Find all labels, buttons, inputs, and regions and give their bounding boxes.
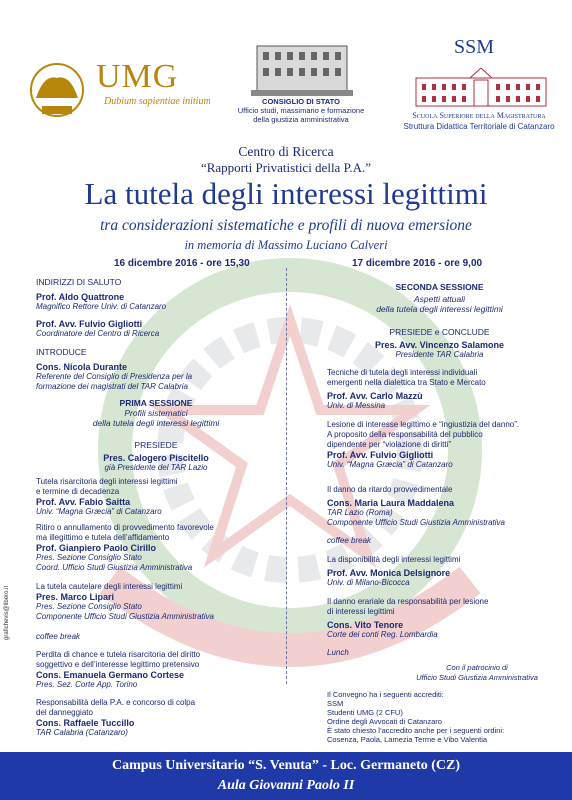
break-label: Lunch <box>327 648 349 657</box>
speaker-role: Coord. Ufficio Studi Giustizia Amministrativa <box>36 563 193 572</box>
session-1-header <box>36 398 276 428</box>
talk-topic: del danneggiato <box>36 708 93 717</box>
speaker-role: TAR Lazio (Roma) <box>327 508 393 517</box>
centro-di-ricerca: Centro di Ricerca <box>238 144 334 159</box>
consiglio-stato-line: Ufficio studi, massimario e formazione <box>237 106 365 115</box>
speaker-role: TAR Calabria (Catanzaro) <box>36 728 128 737</box>
session-2-chair <box>327 327 552 360</box>
speaker-name: Pres. Calogero Piscitello <box>103 453 209 463</box>
speaker-name: Pres. Marco Lipari <box>36 592 115 602</box>
accrediti-line: È stato chiesto l’accredito anche per i seguenti ordini: <box>327 726 505 735</box>
speaker-role: Referente del Consiglio di Presidenza per la <box>36 372 193 381</box>
talk-tenore <box>327 597 552 640</box>
break-label: coffee break <box>327 536 372 545</box>
speaker-role: Componente Ufficio Studi Giustizia Amministrativa <box>327 518 505 527</box>
talk-saitta <box>36 477 276 517</box>
session-2-header <box>327 282 552 314</box>
speaker-name: Prof. Avv. Carlo Mazzù <box>327 391 423 401</box>
talk-topic: Il danno erariale da responsabilità per lesione <box>327 597 489 606</box>
section-heading: INDIRIZZI DI SALUTO <box>36 277 122 287</box>
speaker-quattrone <box>36 292 276 312</box>
session-topic: Profili sistematici <box>124 408 188 418</box>
talk-lipari <box>36 582 276 622</box>
speaker-name: Cons. Nicola Durante <box>36 362 128 372</box>
chair-heading: PRESIEDE <box>134 440 178 450</box>
speaker-role: Componente Ufficio Studi Giustizia Amministrativa <box>36 612 214 621</box>
talk-topic: emergenti nella dialettica tra Stato e Mercato <box>327 378 486 387</box>
section-introduce <box>36 347 276 357</box>
talk-topic: di interessi legittimi <box>327 607 395 616</box>
speaker-role: formazione dei magistrati del TAR Calabria <box>36 382 188 391</box>
talk-mazzu <box>327 368 552 411</box>
section-saluti <box>36 277 276 287</box>
coffee-break <box>36 632 276 642</box>
speaker-role: Pres. Sez. Corte App. Torino <box>36 680 138 689</box>
date-day-1: 16 dicembre 2016 - ore 15,30 <box>114 258 250 269</box>
main-title: La tutela degli interessi legittimi <box>84 176 488 211</box>
venue-line: Campus Universitario “S. Venuta” - Loc. Germaneto (CZ) <box>111 758 461 773</box>
accrediti-line: SSM <box>327 699 344 708</box>
talk-delsignore <box>327 555 552 588</box>
consiglio-stato-line: della giustizia amministrativa <box>253 115 349 124</box>
accrediti-line: Ordine degli Avvocati di Catanzaro <box>327 717 442 726</box>
session-1-chair <box>36 440 276 473</box>
session-title: SECONDA SESSIONE <box>395 282 484 292</box>
session-topic: Aspetti attuali <box>413 294 466 304</box>
speaker-name: Prof. Avv. Monica Delsignore <box>327 568 451 578</box>
talk-maddalena <box>327 485 552 528</box>
talk-topic: Tutela risarcitoria degli interessi legittimi <box>36 477 178 486</box>
talk-topic: Tecniche di tutela degli interessi individuali <box>327 368 478 377</box>
speaker-role: Pres. Sezione Consiglio Stato <box>36 602 142 611</box>
coffee-break <box>327 536 552 546</box>
speaker-name: Cons. Raffaele Tuccillo <box>36 718 135 728</box>
speaker-role: Coordinatore del Centro di Ricerca <box>36 329 160 338</box>
ssm-logo: SSM <box>454 36 495 58</box>
speaker-role: Magnifico Rettore Univ. di Catanzaro <box>36 302 167 311</box>
date-day-2: 17 dicembre 2016 - ore 9,00 <box>352 258 483 269</box>
patrocinio-label: Con il patrocinio di <box>446 663 508 672</box>
column-divider <box>286 268 287 684</box>
chair-heading: PRESIEDE e CONCLUDE <box>389 327 490 337</box>
speaker-name: Pres. Avv. Vincenzo Salamone <box>374 340 505 350</box>
talk-topic: ma illegittimo e tutela dell’affidamento <box>36 533 170 542</box>
talk-topic: Responsabilità della P.A. e concorso di colpa <box>36 698 196 707</box>
talk-topic: La tutela cautelare degli interessi legittimi <box>36 582 183 591</box>
talk-tuccillo <box>36 698 276 738</box>
speaker-name: Cons. Maria Laura Maddalena <box>327 498 455 508</box>
accrediti <box>327 690 552 744</box>
talk-cirillo <box>36 523 276 573</box>
talk-gigliotti <box>327 420 552 470</box>
umg-motto: Dubium sapientiae initium <box>104 96 211 107</box>
session-topic: della tutela degli interessi legittimi <box>376 304 503 314</box>
talk-topic: A proposito della responsabilità del pubblico <box>327 430 483 439</box>
speaker-name: Cons. Vito Tenore <box>327 620 404 630</box>
talk-topic: soggettivo e dell’interesse legittimo pretensivo <box>36 660 200 669</box>
speaker-role: Univ. di Messina <box>327 401 386 410</box>
umg-logo-icon <box>22 60 92 122</box>
umg-logo-text: UMG <box>96 58 179 95</box>
accrediti-line: Cosenza, Paola, Lamezia Terme e Vibo Valentia <box>327 735 488 744</box>
talk-topic: Ritiro o annullamento di provvedimento favorevole <box>36 523 214 532</box>
talk-topic: Lesione di interesse legittimo e “ingiustizia del danno”. <box>327 420 520 429</box>
speaker-role: Univ. “Magna Græcia” di Catanzaro <box>36 507 162 516</box>
consiglio-stato-title: CONSIGLIO DI STATO <box>262 97 340 106</box>
rapporti-subtitle: “Rapporti Privatistici della P.A.” <box>200 160 372 175</box>
speaker-name: Prof. Avv. Fabio Saitta <box>36 497 131 507</box>
accrediti-line: Il Convegno ha i seguenti accrediti: <box>327 690 444 699</box>
talk-cortese <box>36 650 276 690</box>
session-topic: della tutela degli interessi legittimi <box>92 418 220 428</box>
break-label: coffee break <box>36 632 81 641</box>
speaker-durante <box>36 362 276 392</box>
speaker-role: Corte dei conti Reg. Lombardia <box>327 630 438 639</box>
speaker-name: Prof. Aldo Quattrone <box>36 292 125 302</box>
speaker-gigliotti <box>36 319 276 339</box>
speaker-name: Cons. Emanuela Germano Cortese <box>36 670 185 680</box>
talk-topic: e termine di decadenza <box>36 487 120 496</box>
talk-topic: dipendente per “violazione di diritti” <box>327 440 452 449</box>
consiglio-stato-building-icon <box>251 38 353 96</box>
session-title: PRIMA SESSIONE <box>119 398 193 408</box>
speaker-name: Prof. Avv. Fulvio Gigliotti <box>36 319 143 329</box>
speaker-name: Prof. Avv. Fulvio Gigliotti <box>327 450 434 460</box>
memoria-line: in memoria di Massimo Luciano Calveri <box>184 238 388 252</box>
patrocinio <box>402 663 552 683</box>
speaker-role: già Presidente del TAR Lazio <box>104 463 208 472</box>
speaker-role: Presidente TAR Calabria <box>395 350 484 359</box>
talk-topic: Perdita di chance e tutela risarcitoria del diritto <box>36 650 201 659</box>
lunch <box>327 648 552 658</box>
speaker-name: Prof. Gianpiero Paolo Cirillo <box>36 543 157 553</box>
speaker-role: Univ. di Milano-Bicocca <box>327 578 410 587</box>
ssm-name: Scuola Superiore della Magistratura <box>412 111 546 120</box>
designer-credit: grafichevis@libero.it <box>4 585 10 640</box>
ssm-struttura: Struttura Didattica Territoriale di Catanzaro <box>403 122 555 131</box>
section-heading: INTRODUCE <box>36 347 87 357</box>
ssm-building-icon <box>414 68 548 108</box>
venue-room: Aula Giovanni Paolo II <box>217 778 355 793</box>
speaker-role: Univ. “Magna Græcia” di Catanzaro <box>327 460 453 469</box>
accrediti-line: Studenti UMG (2 CFU) <box>327 708 403 717</box>
speaker-role: Pres. Sezione Consiglio Stato <box>36 553 142 562</box>
talk-topic: La disponibilità degli interessi legittimi <box>327 555 461 564</box>
patrocinio-name: Ufficio Studi Giustizia Amministrativa <box>416 673 538 682</box>
subtitle: tra considerazioni sistematiche e profili di nuova emersione <box>100 217 472 234</box>
talk-topic: Il danno da ritardo provvedimentale <box>327 485 453 494</box>
